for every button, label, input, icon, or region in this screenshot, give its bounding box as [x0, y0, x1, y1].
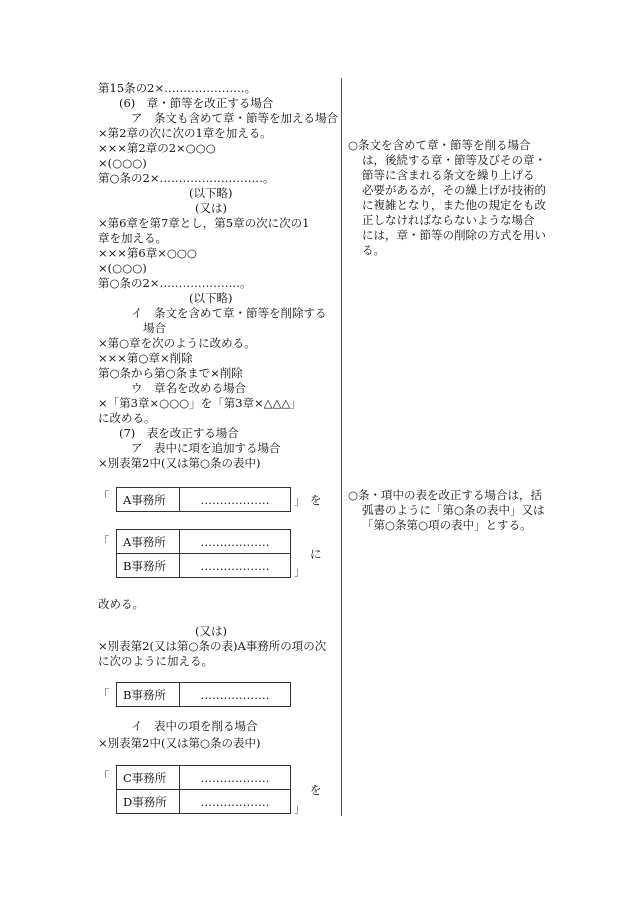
text-line: ×第2章の次に次の1章を加える。	[98, 126, 272, 140]
note-line: は，後続する章・節等及びその章・	[362, 153, 546, 167]
open-bracket: 「	[98, 489, 110, 503]
particle-wo: を	[310, 783, 322, 797]
text-line: ×××第2章の2×○○○	[98, 141, 216, 155]
text-line: 場合	[143, 321, 166, 335]
note-line: 「第○条第○項の表中」とする。	[362, 518, 532, 532]
section-heading-6: (6) 章・節等を改正する場合	[119, 96, 274, 110]
open-bracket: 「	[98, 534, 110, 548]
text-line: ×第○章を次のように改める。	[98, 336, 256, 350]
text-line: 第○条の2×…………………。	[98, 276, 252, 290]
text-line: 第○条から第○条まで×削除	[98, 366, 243, 380]
text-line: 第15条の2×…………………。	[98, 81, 257, 95]
text-line: ×別表第2中(又は第○条の表中)	[98, 456, 261, 470]
text-line: ×「第3章×○○○」を「第3章×△△△」	[98, 396, 302, 410]
subheading-i: イ 条文を含めて章・節等を削除する	[131, 306, 327, 320]
subheading-a: ア 表中に項を追加する場合	[131, 441, 281, 455]
note-line: 節等に含まれる条文を繰り上げる	[362, 168, 535, 182]
text-line: ×(○○○)	[98, 261, 147, 275]
particle-wo: を	[310, 493, 322, 507]
table-row	[117, 554, 291, 578]
text-line: ×別表第2(又は第○条の表)A事務所の項の次	[98, 639, 327, 653]
table-cell: ………………	[180, 554, 291, 578]
note-line: 弧書のように「第○条の表中」又は	[362, 503, 545, 517]
text-line: 第○条の2×………………………。	[98, 171, 275, 185]
open-bracket: 「	[98, 769, 110, 783]
table-cell: A事務所	[117, 530, 180, 554]
subheading-a: ア 条文も含めて章・節等を加える場合	[131, 111, 338, 125]
text-line: ×別表第2中(又は第○条の表中)	[98, 736, 261, 750]
note-line: に複雑となり，また他の規定をも改	[362, 198, 546, 212]
table-cell: ………………	[180, 488, 291, 512]
table-cell: B事務所	[117, 683, 180, 707]
note-line: には，章・節等の削除の方式を用い	[362, 228, 546, 242]
table-row	[117, 790, 291, 814]
text-line: に改める。	[98, 411, 156, 425]
text-line: ×××第○章×削除	[98, 351, 193, 365]
close-bracket: 」	[294, 564, 306, 578]
table-row	[117, 766, 291, 790]
table-row	[117, 488, 291, 512]
table-row	[117, 530, 291, 554]
section-heading-7: (7) 表を改正する場合	[119, 426, 239, 440]
subheading-u: ウ 章名を改める場合	[131, 381, 246, 395]
text-line: (以下略)	[189, 291, 233, 305]
subheading-i: イ 表中の項を削る場合	[131, 719, 258, 733]
table-a-b-office	[116, 529, 291, 578]
note-line: 正しなければならないような場合	[362, 213, 535, 227]
column-divider	[341, 78, 342, 816]
table-cell: A事務所	[117, 488, 180, 512]
table-cell: ………………	[180, 790, 291, 814]
note-line: ○条文を含めて章・節等を削る場合	[348, 138, 531, 152]
close-bracket: 」	[294, 801, 306, 815]
close-bracket: 」	[294, 493, 306, 507]
table-c-d-office	[116, 765, 291, 814]
note-line: る。	[362, 243, 385, 257]
text-line: ×第6章を第7章とし，第5章の次に次の1	[98, 216, 310, 230]
text-line: (又は)	[195, 201, 227, 215]
table-b-office	[116, 682, 291, 707]
table-cell: ………………	[180, 766, 291, 790]
text-line: (以下略)	[189, 186, 233, 200]
particle-ni: に	[310, 547, 322, 561]
table-cell: D事務所	[117, 790, 180, 814]
table-row	[117, 683, 291, 707]
table-cell: ………………	[180, 530, 291, 554]
table-cell: C事務所	[117, 766, 180, 790]
open-bracket: 「	[98, 687, 110, 701]
text-line: 章を加える。	[98, 231, 167, 245]
text-line: ×××第6章×○○○	[98, 246, 197, 260]
table-cell: ………………	[180, 683, 291, 707]
note-line: ○条・項中の表を改正する場合は，括	[348, 488, 543, 502]
table-a-office	[116, 487, 291, 512]
text-line: (又は)	[195, 624, 227, 638]
text-line: に次のように加える。	[98, 654, 213, 668]
text-line: ×(○○○)	[98, 156, 147, 170]
table-cell: B事務所	[117, 554, 180, 578]
note-line: 必要があるが，その繰上げが技術的	[362, 183, 546, 197]
text-line: 改める。	[98, 597, 144, 611]
